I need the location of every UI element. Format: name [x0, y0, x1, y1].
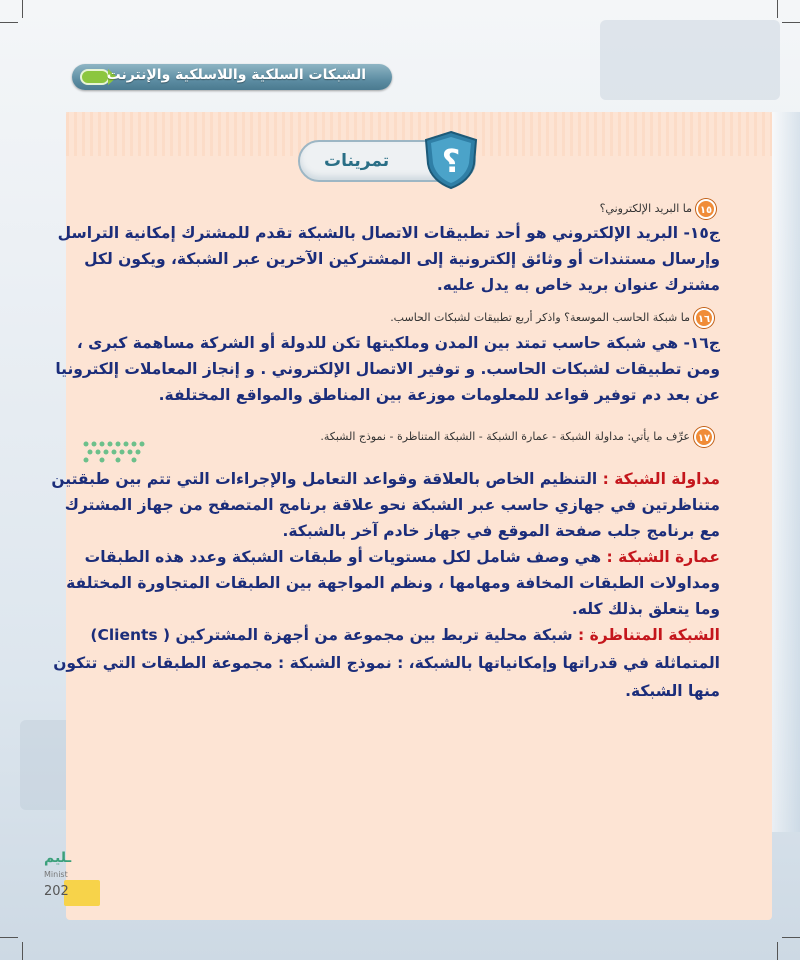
answer-16-line-1: ج١٦- هي شبكة حاسب تمتد بين المدن وملكيتها تكن للدولة أو الشركة مساهمة كبرى ،	[76, 334, 720, 352]
crop-mark	[777, 0, 778, 18]
crop-mark	[0, 937, 18, 938]
footer-year: 202	[44, 884, 69, 899]
crop-mark	[22, 0, 23, 18]
crop-mark	[782, 22, 800, 23]
definition-term: عمارة الشبكة :	[606, 548, 720, 566]
answer-15-line-3: مشترك عنوان بريد خاص به يدل عليه.	[436, 276, 720, 294]
question-number-badge: ١٦	[694, 308, 714, 328]
definition-architecture-line-1	[85, 546, 720, 568]
crop-mark	[22, 942, 23, 960]
definition-text: هي وصف شامل لكل مستويات أو طبقات الشبكة وعدد هذه الطبقات	[84, 548, 607, 566]
chapter-title: الشبكات السلكية واللاسلكية والإنترنت	[106, 67, 366, 83]
definition-architecture-line-2: ومداولات الطبقات المخافة ومهامها ، ونظم المواجهة بين الطبقات المتجاورة المختلفة	[66, 574, 720, 592]
answer-16-line-2: ومن تطبيقات لشبكات الحاسب. و توفير الاتصال الإلكتروني . و إنجاز المعاملات إلكترونيا	[55, 360, 720, 378]
answer-15-line-1: ج١٥- البريد الإلكتروني هو أحد تطبيقات الاتصال بالشبكة تقدم للمشترك إمكانية التراسل	[57, 224, 720, 242]
question-16: ما شبكة الحاسب الموسعة؟ واذكر أربع تطبيقات لشبكات الحاسب.	[390, 311, 690, 324]
definition-text: شبكة محلية تربط بين مجموعة من أجهزة المشتركين ( Clients)	[90, 626, 578, 644]
definition-architecture-line-3: وما يتعلق بذلك كله.	[571, 600, 720, 618]
definition-protocol-line-3: مع برنامج جلب صفحة الموقع في جهاز خادم آخر بالشبكة.	[282, 522, 720, 540]
definition-protocol-line-1	[51, 468, 720, 490]
background-decor	[600, 20, 780, 100]
definition-peer-line-1	[90, 624, 720, 646]
question-shield-icon	[422, 130, 480, 190]
ministry-logo-text: ـليم	[44, 850, 72, 866]
definition-protocol-line-2: متناظرتين في جهازي حاسب عبر الشبكة نحو علاقة برنامج المتصفح من جهاز المشترك	[64, 496, 720, 514]
arrow-icon	[80, 69, 110, 85]
question-17: عرِّف ما يأتي: مداولة الشبكة - عمارة الشبكة - الشبكة المتناظرة - نموذج الشبكة.	[320, 430, 690, 443]
crop-mark	[0, 22, 18, 23]
definition-term: مداولة الشبكة :	[602, 470, 720, 488]
definition-term: الشبكة المتناظرة :	[577, 626, 720, 644]
crop-mark	[782, 937, 800, 938]
exercises-label: تمرينات	[324, 151, 390, 171]
answer-16-line-3: عن بعد دم توفير قواعد للمعلومات موزعة بين المناطق والمواقع المختلفة.	[158, 386, 720, 404]
footer-accent	[64, 880, 100, 906]
question-number-badge: ١٥	[696, 199, 716, 219]
chapter-header	[72, 64, 392, 90]
svg-text:؟: ؟	[441, 142, 461, 180]
crop-mark	[777, 942, 778, 960]
definition-text: التنظيم الخاص بالعلاقة وقواعد التعامل والإجراءات التي تتم بين طبقتين	[51, 470, 603, 488]
side-strip	[772, 112, 800, 832]
definition-peer-line-2: المتماثلة في قدراتها وإمكانياتها بالشبكة، : نموذج الشبكة : مجموعة الطبقات التي تتكون	[53, 654, 720, 672]
definition-peer-line-3: منها الشبكة.	[625, 682, 720, 700]
dotted-decoration	[80, 438, 146, 464]
ministry-text: Minist	[44, 870, 68, 879]
question-number-badge: ١٧	[694, 427, 714, 447]
question-15: ما البريد الإلكتروني؟	[599, 202, 692, 215]
answer-15-line-2: وإرسال مستندات أو وثائق إلكترونية إلى المشتركين الآخرين عبر الشبكة، ويكون لكل	[84, 250, 720, 268]
